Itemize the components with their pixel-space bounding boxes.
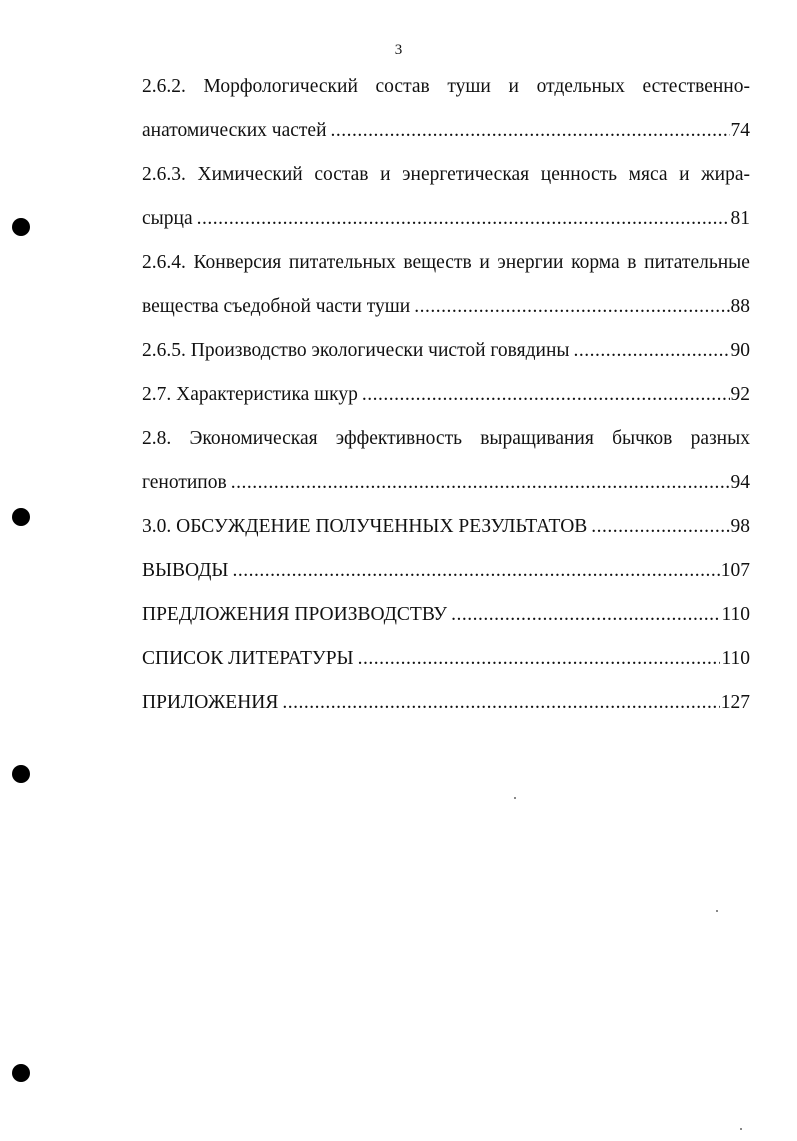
- dot-leader: [197, 207, 730, 231]
- toc-word: 2.8.: [142, 428, 172, 449]
- toc-word: состав: [314, 164, 369, 185]
- toc-entry-page: 107: [720, 560, 750, 581]
- toc-word: энергетическая: [402, 164, 530, 185]
- toc-entry-title: ПРИЛОЖЕНИЯ: [142, 692, 279, 713]
- toc-word: Экономическая: [189, 428, 318, 449]
- toc-entry-page: 81: [730, 208, 750, 229]
- toc-entry-2-7: [142, 383, 750, 407]
- toc-entry-title: 3.0. ОБСУЖДЕНИЕ ПОЛУЧЕННЫХ РЕЗУЛЬТАТОВ: [142, 516, 588, 537]
- dot-leader: [231, 471, 730, 495]
- dot-leader: [358, 647, 721, 671]
- dot-leader: [232, 559, 719, 583]
- toc-entry-title: ВЫВОДЫ: [142, 560, 229, 581]
- toc-entry-page: 74: [730, 120, 750, 141]
- punch-hole: [12, 508, 30, 526]
- toc-word: Химический: [197, 164, 303, 185]
- toc-entry-2-6-2-line-1: [142, 75, 750, 99]
- toc-entry-2-8-line-2: [142, 471, 750, 495]
- toc-entry-references: [142, 647, 750, 671]
- toc-entry-2-6-3-line-1: [142, 163, 750, 187]
- dot-leader: [282, 691, 719, 715]
- toc-entry-proposals: [142, 603, 750, 627]
- toc-word: естественно-: [642, 76, 750, 97]
- dot-leader: [451, 603, 720, 627]
- dot-leader: [362, 383, 730, 407]
- toc-entry-page: 110: [721, 604, 750, 625]
- toc-entry-page: 92: [730, 384, 750, 405]
- toc-word: бычков: [612, 428, 673, 449]
- toc-entry-page: 88: [730, 296, 750, 317]
- toc-entry-appendices: [142, 691, 750, 715]
- dot-leader: [573, 339, 729, 363]
- toc-entry-3-0: [142, 515, 750, 539]
- toc-word: и: [380, 164, 391, 185]
- toc-entry-page: 127: [720, 692, 750, 713]
- toc-entry-title: ПРЕДЛОЖЕНИЯ ПРОИЗВОДСТВУ: [142, 604, 448, 625]
- toc-word: энергии: [497, 252, 564, 273]
- scan-speck: [514, 797, 516, 799]
- toc-entry-page: 98: [730, 516, 750, 537]
- toc-word: отдельных: [536, 76, 625, 97]
- scan-speck: [740, 1128, 742, 1130]
- toc-entry-2-6-5: [142, 339, 750, 363]
- toc-entry-page: 110: [721, 648, 750, 669]
- toc-word: 2.6.2.: [142, 76, 186, 97]
- toc-word: и: [479, 252, 490, 273]
- scan-speck: [716, 910, 718, 912]
- toc-entry-title: СПИСОК ЛИТЕРАТУРЫ: [142, 648, 354, 669]
- toc-entry-title: 2.7. Характеристика шкур: [142, 384, 358, 405]
- toc-entry-title: 2.6.5. Производство экологически чистой говядины: [142, 340, 570, 361]
- toc-word: эффективность: [335, 428, 462, 449]
- punch-hole: [12, 218, 30, 236]
- toc-entry-2-6-3-line-2: [142, 207, 750, 231]
- toc-word: питательные: [644, 252, 750, 273]
- toc-entry-page: 94: [730, 472, 750, 493]
- punch-hole: [12, 1064, 30, 1082]
- toc-entry-title: вещества съедобной части туши: [142, 296, 411, 317]
- toc-entry-title: сырца: [142, 208, 193, 229]
- toc-entry-2-6-2-line-2: [142, 119, 750, 143]
- page-number: 3: [394, 42, 403, 58]
- toc-word: в: [627, 252, 637, 273]
- dot-leader: [591, 515, 729, 539]
- toc-word: веществ: [403, 252, 472, 273]
- toc-word: ценность: [540, 164, 618, 185]
- toc-word: 2.6.4.: [142, 252, 186, 273]
- toc-word: и: [679, 164, 690, 185]
- toc-word: мяса: [628, 164, 668, 185]
- toc-word: и: [508, 76, 519, 97]
- toc-entry-title: генотипов: [142, 472, 227, 493]
- dot-leader: [414, 295, 729, 319]
- toc-entry-2-8-line-1: [142, 427, 750, 451]
- toc-word: выращивания: [480, 428, 594, 449]
- toc-word: разных: [690, 428, 750, 449]
- toc-word: состав: [375, 76, 430, 97]
- toc-entry-title: анатомических частей: [142, 120, 327, 141]
- punch-hole: [12, 765, 30, 783]
- toc-entry-2-6-4-line-2: [142, 295, 750, 319]
- toc-entry-page: 90: [730, 340, 750, 361]
- dot-leader: [331, 119, 730, 143]
- toc-word: туши: [447, 76, 491, 97]
- toc-word: 2.6.3.: [142, 164, 186, 185]
- toc-entry-2-6-4-line-1: [142, 251, 750, 275]
- toc-word: корма: [571, 252, 620, 273]
- toc-word: жира-: [701, 164, 750, 185]
- toc-entry-conclusions: [142, 559, 750, 583]
- toc-word: питательных: [288, 252, 396, 273]
- toc-word: Морфологический: [203, 76, 358, 97]
- toc-word: Конверсия: [193, 252, 282, 273]
